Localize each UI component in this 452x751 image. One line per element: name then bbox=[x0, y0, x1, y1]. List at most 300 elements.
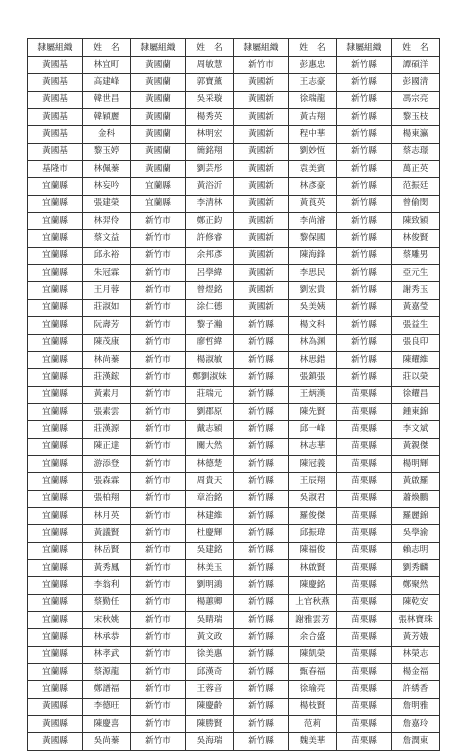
org-cell: 苗栗縣 bbox=[337, 438, 392, 455]
name-cell: 劉宏貴 bbox=[289, 282, 337, 299]
org-cell: 新竹縣 bbox=[234, 559, 289, 576]
org-cell: 苗栗縣 bbox=[337, 421, 392, 438]
org-cell: 黃國新 bbox=[234, 213, 289, 230]
name-cell: 周敏慧 bbox=[186, 57, 234, 74]
table-row bbox=[28, 403, 440, 420]
name-cell: 鄭聚然 bbox=[392, 577, 440, 594]
org-cell: 新竹縣 bbox=[234, 716, 289, 733]
table-row bbox=[28, 594, 440, 611]
table-row bbox=[28, 161, 440, 178]
name-cell: 林尚蓁 bbox=[83, 351, 131, 368]
org-cell: 新竹縣 bbox=[234, 664, 289, 681]
org-cell: 黃國基 bbox=[28, 57, 83, 74]
org-cell: 宜蘭縣 bbox=[28, 299, 83, 316]
org-cell: 黃國基 bbox=[28, 143, 83, 160]
name-cell: 黃啟羅 bbox=[392, 473, 440, 490]
name-cell: 林岳賢 bbox=[83, 542, 131, 559]
table-row bbox=[28, 733, 440, 750]
table-row bbox=[28, 91, 440, 108]
name-cell: 范莉 bbox=[289, 716, 337, 733]
name-cell: 林志華 bbox=[289, 438, 337, 455]
name-cell: 黃親傑 bbox=[392, 438, 440, 455]
table-row bbox=[28, 455, 440, 472]
name-cell: 王月蓉 bbox=[83, 282, 131, 299]
name-cell: 李清林 bbox=[186, 195, 234, 212]
org-cell: 苗栗縣 bbox=[337, 386, 392, 403]
name-cell: 魏美華 bbox=[289, 733, 337, 750]
org-cell: 新竹縣 bbox=[234, 733, 289, 750]
org-cell: 黃國新 bbox=[234, 195, 289, 212]
org-cell: 新竹市 bbox=[131, 473, 186, 490]
table-row bbox=[28, 195, 440, 212]
table-row bbox=[28, 143, 440, 160]
org-cell: 新竹市 bbox=[131, 733, 186, 750]
org-cell: 新竹縣 bbox=[337, 91, 392, 108]
org-cell: 苗栗縣 bbox=[337, 525, 392, 542]
name-cell: 黃秀鳳 bbox=[83, 559, 131, 576]
org-cell: 新竹市 bbox=[131, 698, 186, 715]
org-cell: 宜蘭縣 bbox=[28, 664, 83, 681]
name-cell: 周貴天 bbox=[186, 473, 234, 490]
org-cell: 黃國縣 bbox=[28, 698, 83, 715]
table-row bbox=[28, 230, 440, 247]
name-cell: 詹嘉玲 bbox=[392, 716, 440, 733]
org-cell: 宜蘭縣 bbox=[28, 369, 83, 386]
name-cell: 林佩蓁 bbox=[83, 161, 131, 178]
org-cell: 黃國蘭 bbox=[131, 143, 186, 160]
org-cell: 新竹縣 bbox=[234, 317, 289, 334]
header-name: 姓 名 bbox=[392, 39, 440, 57]
org-cell: 苗栗縣 bbox=[337, 577, 392, 594]
name-cell: 黎玉婷 bbox=[83, 143, 131, 160]
name-cell: 劉明鴻 bbox=[186, 577, 234, 594]
header-org: 隸屬組織 bbox=[337, 39, 392, 57]
org-cell: 宜蘭縣 bbox=[28, 473, 83, 490]
name-cell: 李文斌 bbox=[392, 421, 440, 438]
name-cell: 韓穎麗 bbox=[83, 109, 131, 126]
name-cell: 張建榮 bbox=[83, 195, 131, 212]
name-cell: 劉芸彤 bbox=[186, 161, 234, 178]
name-cell: 上官秋燕 bbox=[289, 594, 337, 611]
name-cell: 邱振瑋 bbox=[289, 525, 337, 542]
org-cell: 新竹縣 bbox=[337, 230, 392, 247]
name-cell: 莊漢源 bbox=[83, 421, 131, 438]
org-cell: 宜蘭縣 bbox=[28, 681, 83, 698]
name-cell: 林德楚 bbox=[186, 455, 234, 472]
org-cell: 黃國基 bbox=[28, 126, 83, 143]
header-name: 姓 名 bbox=[186, 39, 234, 57]
name-cell: 莊淑如 bbox=[83, 299, 131, 316]
org-cell: 新竹市 bbox=[131, 369, 186, 386]
name-cell: 彭國清 bbox=[392, 74, 440, 91]
org-cell: 新竹縣 bbox=[337, 334, 392, 351]
name-cell: 黃古翔 bbox=[289, 109, 337, 126]
name-cell: 李思民 bbox=[289, 265, 337, 282]
name-cell: 林宜町 bbox=[83, 57, 131, 74]
org-cell: 新竹縣 bbox=[234, 421, 289, 438]
name-cell: 邱漢奇 bbox=[186, 664, 234, 681]
name-cell: 黃莨英 bbox=[289, 195, 337, 212]
org-cell: 新竹縣 bbox=[337, 57, 392, 74]
name-cell: 吳睛瑞 bbox=[186, 612, 234, 629]
org-cell: 黃國新 bbox=[234, 91, 289, 108]
org-cell: 苗栗縣 bbox=[337, 681, 392, 698]
org-cell: 苗栗縣 bbox=[337, 733, 392, 750]
org-cell: 新竹縣 bbox=[337, 369, 392, 386]
name-cell: 鄭劉淑妹 bbox=[186, 369, 234, 386]
name-cell: 陳慶喜 bbox=[83, 716, 131, 733]
name-cell: 吳美姨 bbox=[289, 299, 337, 316]
org-cell: 黃國蘭 bbox=[131, 91, 186, 108]
org-cell: 苗栗縣 bbox=[337, 698, 392, 715]
name-cell: 余邦彥 bbox=[186, 247, 234, 264]
name-cell: 陳海鋒 bbox=[289, 247, 337, 264]
org-cell: 宜蘭縣 bbox=[28, 265, 83, 282]
name-cell: 黃議賢 bbox=[83, 525, 131, 542]
org-cell: 黃國蘭 bbox=[131, 109, 186, 126]
org-cell: 新竹縣 bbox=[337, 143, 392, 160]
org-cell: 新竹市 bbox=[131, 351, 186, 368]
name-cell: 楊秀英 bbox=[186, 109, 234, 126]
name-cell: 彭惠忠 bbox=[289, 57, 337, 74]
name-cell: 陳先賢 bbox=[289, 403, 337, 420]
table-row bbox=[28, 282, 440, 299]
table-row bbox=[28, 473, 440, 490]
org-cell: 新竹縣 bbox=[337, 282, 392, 299]
org-cell: 宜蘭縣 bbox=[131, 195, 186, 212]
name-cell: 陳耀維 bbox=[392, 351, 440, 368]
name-cell: 陳勝賢 bbox=[186, 716, 234, 733]
name-cell: 蔡文益 bbox=[83, 230, 131, 247]
name-cell: 林美玉 bbox=[186, 559, 234, 576]
name-cell: 楊東瀛 bbox=[392, 126, 440, 143]
org-cell: 新竹市 bbox=[131, 664, 186, 681]
org-cell: 苗栗縣 bbox=[337, 646, 392, 663]
name-cell: 李德旺 bbox=[83, 698, 131, 715]
org-cell: 黃國新 bbox=[234, 74, 289, 91]
name-cell: 陳福俊 bbox=[289, 542, 337, 559]
name-cell: 袁美賓 bbox=[289, 161, 337, 178]
name-cell: 杜慶輝 bbox=[186, 525, 234, 542]
name-cell: 王蓉音 bbox=[186, 681, 234, 698]
org-cell: 新竹縣 bbox=[234, 646, 289, 663]
name-cell: 蕭煥鵬 bbox=[392, 490, 440, 507]
name-cell: 詹潤東 bbox=[392, 733, 440, 750]
org-cell: 新竹縣 bbox=[337, 317, 392, 334]
name-cell: 黃浴沂 bbox=[186, 178, 234, 195]
table-row bbox=[28, 317, 440, 334]
name-cell: 張柏翔 bbox=[83, 490, 131, 507]
org-cell: 苗栗縣 bbox=[337, 455, 392, 472]
name-cell: 劉秀麟 bbox=[392, 559, 440, 576]
org-cell: 宜蘭縣 bbox=[28, 577, 83, 594]
table-row bbox=[28, 247, 440, 264]
name-cell: 楊金福 bbox=[392, 664, 440, 681]
name-cell: 賴志明 bbox=[392, 542, 440, 559]
org-cell: 新竹市 bbox=[131, 559, 186, 576]
org-cell: 新竹市 bbox=[131, 282, 186, 299]
org-cell: 苗栗縣 bbox=[337, 612, 392, 629]
name-cell: 黃嘉瑩 bbox=[392, 299, 440, 316]
org-cell: 新竹縣 bbox=[234, 612, 289, 629]
name-cell: 陳致穎 bbox=[392, 213, 440, 230]
org-cell: 宜蘭縣 bbox=[28, 386, 83, 403]
table-row bbox=[28, 74, 440, 91]
org-cell: 新竹市 bbox=[131, 317, 186, 334]
org-cell: 新竹市 bbox=[131, 716, 186, 733]
org-cell: 苗栗縣 bbox=[337, 542, 392, 559]
org-cell: 黃國新 bbox=[234, 109, 289, 126]
name-cell: 吳尚蓁 bbox=[83, 733, 131, 750]
name-cell: 曾偷閔 bbox=[392, 195, 440, 212]
org-cell: 宜蘭縣 bbox=[28, 612, 83, 629]
org-cell: 新竹縣 bbox=[234, 542, 289, 559]
name-cell: 林月英 bbox=[83, 507, 131, 524]
org-cell: 新竹市 bbox=[131, 386, 186, 403]
name-cell: 戴志穎 bbox=[186, 421, 234, 438]
roster-body bbox=[28, 57, 440, 751]
org-cell: 新竹市 bbox=[131, 455, 186, 472]
name-cell: 王炳漢 bbox=[289, 386, 337, 403]
name-cell: 陳凱榮 bbox=[289, 646, 337, 663]
name-cell: 王志豪 bbox=[289, 74, 337, 91]
name-cell: 高建峰 bbox=[83, 74, 131, 91]
name-cell: 呂學緯 bbox=[186, 265, 234, 282]
table-row bbox=[28, 421, 440, 438]
name-cell: 亞元生 bbox=[392, 265, 440, 282]
org-cell: 宜蘭縣 bbox=[28, 438, 83, 455]
org-cell: 黃國基 bbox=[28, 109, 83, 126]
name-cell: 林承恭 bbox=[83, 629, 131, 646]
name-cell: 郭寶薰 bbox=[186, 74, 234, 91]
table-row bbox=[28, 57, 440, 74]
name-cell: 黎保國 bbox=[289, 230, 337, 247]
name-cell: 馮宗亮 bbox=[392, 91, 440, 108]
org-cell: 新竹市 bbox=[131, 421, 186, 438]
org-cell: 新竹縣 bbox=[234, 577, 289, 594]
name-cell: 謝秀玉 bbox=[392, 282, 440, 299]
name-cell: 廖哲緯 bbox=[186, 334, 234, 351]
org-cell: 苗栗縣 bbox=[337, 490, 392, 507]
org-cell: 苗栗縣 bbox=[337, 507, 392, 524]
org-cell: 新竹縣 bbox=[234, 334, 289, 351]
name-cell: 陳正達 bbox=[83, 438, 131, 455]
org-cell: 新竹縣 bbox=[337, 161, 392, 178]
table-row bbox=[28, 299, 440, 316]
name-cell: 謝雅雲芳 bbox=[289, 612, 337, 629]
name-cell: 譚碩洋 bbox=[392, 57, 440, 74]
org-cell: 新竹縣 bbox=[234, 403, 289, 420]
org-cell: 新竹市 bbox=[131, 230, 186, 247]
table-row bbox=[28, 629, 440, 646]
org-cell: 宜蘭縣 bbox=[28, 178, 83, 195]
name-cell: 王辰翔 bbox=[289, 473, 337, 490]
name-cell: 莊以榮 bbox=[392, 369, 440, 386]
name-cell: 游添登 bbox=[83, 455, 131, 472]
org-cell: 黃國基 bbox=[28, 74, 83, 91]
org-cell: 新竹市 bbox=[131, 265, 186, 282]
table-row bbox=[28, 126, 440, 143]
org-cell: 新竹市 bbox=[131, 507, 186, 524]
name-cell: 林孝武 bbox=[83, 646, 131, 663]
name-cell: 鄭譜福 bbox=[83, 681, 131, 698]
name-cell: 詹明雅 bbox=[392, 698, 440, 715]
name-cell: 劉郡原 bbox=[186, 403, 234, 420]
table-row bbox=[28, 664, 440, 681]
name-cell: 張益生 bbox=[392, 317, 440, 334]
table-row bbox=[28, 438, 440, 455]
name-cell: 張良印 bbox=[392, 334, 440, 351]
name-cell: 陳乾安 bbox=[392, 594, 440, 611]
name-cell: 楊明輝 bbox=[392, 455, 440, 472]
name-cell: 曾煜銘 bbox=[186, 282, 234, 299]
member-roster-table bbox=[27, 38, 440, 751]
org-cell: 新竹縣 bbox=[234, 369, 289, 386]
name-cell: 陳慶齡 bbox=[186, 698, 234, 715]
name-cell: 宋秋姚 bbox=[83, 612, 131, 629]
name-cell: 李翁利 bbox=[83, 577, 131, 594]
org-cell: 新竹市 bbox=[131, 542, 186, 559]
roster-header bbox=[28, 39, 440, 57]
org-cell: 苗栗縣 bbox=[337, 594, 392, 611]
table-row bbox=[28, 213, 440, 230]
name-cell: 蔡源龍 bbox=[83, 664, 131, 681]
org-cell: 新竹市 bbox=[131, 594, 186, 611]
org-cell: 黃國新 bbox=[234, 126, 289, 143]
org-cell: 新竹縣 bbox=[234, 507, 289, 524]
table-row bbox=[28, 109, 440, 126]
org-cell: 新竹市 bbox=[131, 403, 186, 420]
table-row bbox=[28, 698, 440, 715]
name-cell: 黎子瀚 bbox=[186, 317, 234, 334]
name-cell: 林明宏 bbox=[186, 126, 234, 143]
name-cell: 程中華 bbox=[289, 126, 337, 143]
org-cell: 新竹縣 bbox=[234, 594, 289, 611]
name-cell: 林思錯 bbox=[289, 351, 337, 368]
org-cell: 宜蘭縣 bbox=[28, 213, 83, 230]
name-cell: 蔡勤任 bbox=[83, 594, 131, 611]
name-cell: 張素雲 bbox=[83, 403, 131, 420]
org-cell: 宜蘭縣 bbox=[131, 178, 186, 195]
name-cell: 莊瑞元 bbox=[186, 386, 234, 403]
table-row bbox=[28, 525, 440, 542]
name-cell: 徐美惠 bbox=[186, 646, 234, 663]
table-row bbox=[28, 369, 440, 386]
header-row bbox=[28, 39, 440, 57]
org-cell: 新竹縣 bbox=[234, 351, 289, 368]
org-cell: 新竹市 bbox=[131, 629, 186, 646]
name-cell: 許綉香 bbox=[392, 681, 440, 698]
name-cell: 楊文科 bbox=[289, 317, 337, 334]
org-cell: 苗栗縣 bbox=[337, 716, 392, 733]
org-cell: 新竹縣 bbox=[337, 74, 392, 91]
name-cell: 張森霖 bbox=[83, 473, 131, 490]
org-cell: 新竹縣 bbox=[337, 247, 392, 264]
header-name: 姓 名 bbox=[289, 39, 337, 57]
org-cell: 黃國新 bbox=[234, 282, 289, 299]
org-cell: 新竹市 bbox=[131, 299, 186, 316]
name-cell: 朱冠霖 bbox=[83, 265, 131, 282]
name-cell: 林妄吟 bbox=[83, 178, 131, 195]
table-row bbox=[28, 716, 440, 733]
org-cell: 新竹縣 bbox=[234, 698, 289, 715]
name-cell: 林羿伶 bbox=[83, 213, 131, 230]
org-cell: 苗栗縣 bbox=[337, 559, 392, 576]
header-org: 隸屬組織 bbox=[131, 39, 186, 57]
org-cell: 宜蘭縣 bbox=[28, 507, 83, 524]
org-cell: 新竹縣 bbox=[337, 178, 392, 195]
name-cell: 羅麗錦 bbox=[392, 507, 440, 524]
name-cell: 黃素月 bbox=[83, 386, 131, 403]
org-cell: 黃國基 bbox=[28, 91, 83, 108]
org-cell: 黃國蘭 bbox=[131, 161, 186, 178]
table-row bbox=[28, 490, 440, 507]
org-cell: 新竹縣 bbox=[337, 109, 392, 126]
name-cell: 張鎮張 bbox=[289, 369, 337, 386]
name-cell: 莊漢鋐 bbox=[83, 369, 131, 386]
header-name: 姓 名 bbox=[83, 39, 131, 57]
name-cell: 蔡志璟 bbox=[392, 143, 440, 160]
org-cell: 新竹縣 bbox=[337, 195, 392, 212]
name-cell: 黎玉枝 bbox=[392, 109, 440, 126]
name-cell: 吳海瑞 bbox=[186, 733, 234, 750]
name-cell: 楊蕙卿 bbox=[186, 594, 234, 611]
org-cell: 宜蘭縣 bbox=[28, 490, 83, 507]
table-row bbox=[28, 681, 440, 698]
name-cell: 徐瑞龍 bbox=[289, 91, 337, 108]
org-cell: 宜蘭縣 bbox=[28, 230, 83, 247]
name-cell: 張林寶珠 bbox=[392, 612, 440, 629]
org-cell: 宜蘭縣 bbox=[28, 195, 83, 212]
org-cell: 宜蘭縣 bbox=[28, 282, 83, 299]
name-cell: 林榮志 bbox=[392, 646, 440, 663]
name-cell: 許修睿 bbox=[186, 230, 234, 247]
name-cell: 林建維 bbox=[186, 507, 234, 524]
org-cell: 黃國蘭 bbox=[131, 126, 186, 143]
org-cell: 新竹市 bbox=[131, 646, 186, 663]
org-cell: 基隆市 bbox=[28, 161, 83, 178]
name-cell: 陳慶銘 bbox=[289, 577, 337, 594]
org-cell: 黃國蘭 bbox=[131, 74, 186, 91]
org-cell: 黃國新 bbox=[234, 143, 289, 160]
name-cell: 涂仁德 bbox=[186, 299, 234, 316]
name-cell: 吳建銘 bbox=[186, 542, 234, 559]
org-cell: 宜蘭縣 bbox=[28, 317, 83, 334]
org-cell: 新竹縣 bbox=[234, 525, 289, 542]
org-cell: 新竹縣 bbox=[337, 299, 392, 316]
name-cell: 黃芳娥 bbox=[392, 629, 440, 646]
org-cell: 新竹市 bbox=[131, 681, 186, 698]
name-cell: 林啟賢 bbox=[289, 559, 337, 576]
org-cell: 新竹市 bbox=[131, 438, 186, 455]
name-cell: 邱永裕 bbox=[83, 247, 131, 264]
header-org: 隸屬組織 bbox=[28, 39, 83, 57]
table-row bbox=[28, 334, 440, 351]
org-cell: 新竹縣 bbox=[337, 265, 392, 282]
name-cell: 吳淑君 bbox=[289, 490, 337, 507]
org-cell: 新竹市 bbox=[131, 247, 186, 264]
org-cell: 黃國新 bbox=[234, 265, 289, 282]
org-cell: 新竹縣 bbox=[234, 438, 289, 455]
org-cell: 黃國新 bbox=[234, 247, 289, 264]
org-cell: 新竹市 bbox=[131, 490, 186, 507]
table-row bbox=[28, 646, 440, 663]
org-cell: 黃國新 bbox=[234, 161, 289, 178]
table-row bbox=[28, 559, 440, 576]
name-cell: 陳茂康 bbox=[83, 334, 131, 351]
org-cell: 宜蘭縣 bbox=[28, 247, 83, 264]
org-cell: 黃國新 bbox=[234, 299, 289, 316]
